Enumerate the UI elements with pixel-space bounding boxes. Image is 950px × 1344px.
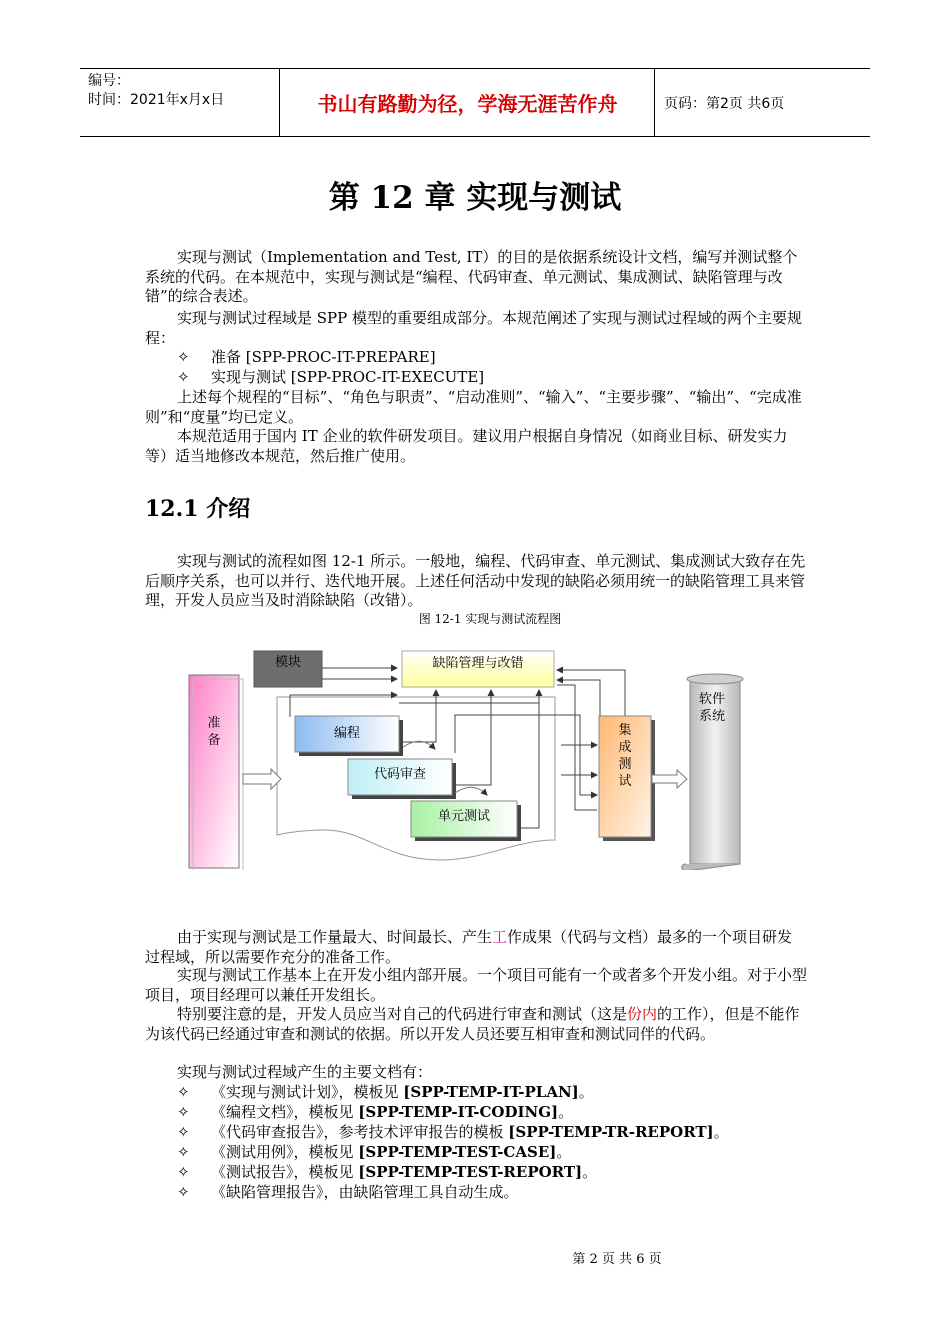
arrow-integration-software xyxy=(652,770,687,788)
arrow-review-unit xyxy=(455,787,487,795)
intro-paragraph-4: 本规范适用于国内 IT 企业的软件研发项目。建议用户根据自身情况（如商业目标、研发实力等）适当地修改本规范，然后推广使用。 xyxy=(145,427,788,465)
procedure-item: ✧ 实现与测试 [SPP-PROC-IT-EXECUTE] xyxy=(177,368,485,386)
integration-label-3: 测 xyxy=(618,757,632,772)
bullet-icon: ✧ xyxy=(177,1083,190,1101)
integration-label-2: 成 xyxy=(618,740,632,755)
bullet-icon: ✧ xyxy=(177,1123,190,1141)
chapter-title: 第 12 章 实现与测试 xyxy=(328,180,622,216)
integration-label-1: 集 xyxy=(618,723,632,738)
bullet-icon: ✧ xyxy=(177,1163,190,1181)
prepare-box xyxy=(189,675,239,868)
doc-list-item: ✧ 《缺陷管理报告》，由缺陷管理工具自动生成。 xyxy=(177,1183,519,1201)
page-header xyxy=(80,68,870,137)
section-paragraph-3: 实现与测试工作基本上在开发小组内部开展。一个项目可能有一个或者多个开发小组。对于小型项目，项目经理可以兼任开发组长。 xyxy=(145,966,808,1004)
doc-list-item: ✧ 《编程文档》，模板见 [SPP-TEMP-IT-CODING]。 xyxy=(177,1103,574,1121)
intro-paragraph-2: 实现与测试过程域是 SPP 模型的重要组成部分。本规范阐述了实现与测试过程域的两个主要规程： xyxy=(145,309,803,347)
code-review-label: 代码审查 xyxy=(373,767,427,782)
prepare-label-2: 备 xyxy=(207,733,221,748)
page-footer: 第 2 页 共 6 页 xyxy=(572,1252,662,1267)
highlight-text: 份内 xyxy=(627,1005,658,1023)
header-meta xyxy=(80,69,280,136)
section-paragraph-2: 由于实现与测试是工作量最大、时间最长、产生工作成果（代码与文档）最多的一个项目研发过程域，所以需要作充分的准备工作。 xyxy=(145,928,793,966)
bullet-icon: ✧ xyxy=(177,368,190,386)
header-motto: 书山有路勤为径，学海无涯苦作舟 xyxy=(281,69,655,136)
module-label: 模块 xyxy=(274,655,302,670)
section-heading: 12.1 介绍 xyxy=(145,496,251,522)
prepare-label-1: 准 xyxy=(207,716,221,731)
arrow-prepare xyxy=(243,769,281,789)
doc-list-item: ✧ 《代码审查报告》，参考技术评审报告的模板 [SPP-TEMP-TR-REPORT]。 xyxy=(177,1123,729,1141)
unit-test-label: 单元测试 xyxy=(437,809,491,824)
flow-diagram xyxy=(185,645,750,870)
software-label-1: 软件 xyxy=(698,692,726,707)
software-label-2: 系统 xyxy=(698,709,726,724)
figure-caption: 图 12-1 实现与测试流程图 xyxy=(418,612,562,626)
header-time: 时间：2021年x月x日 xyxy=(88,92,225,108)
bullet-icon: ✧ xyxy=(177,1103,190,1121)
coding-label: 编程 xyxy=(333,726,361,741)
header-number: 编号： xyxy=(88,73,130,89)
highlight-text: 工 xyxy=(492,928,508,946)
section-paragraph-5: 实现与测试过程域产生的主要文档有： xyxy=(177,1063,433,1081)
section-paragraph-1: 实现与测试的流程如图 12-1 所示。一般地，编程、代码审查、单元测试、集成测试大致存在先后顺序关系，也可以并行、迭代地开展。上述任何活动中发现的缺陷必须用统一的缺陷管理工具来管理，开发人员应当及时消除缺陷（改错）。 xyxy=(145,552,806,609)
header-page-number: 页码：第2页 共6页 xyxy=(664,95,785,112)
bullet-icon: ✧ xyxy=(177,1143,190,1161)
doc-list-item: ✧ 《测试报告》，模板见 [SPP-TEMP-TEST-REPORT]。 xyxy=(177,1163,598,1181)
intro-paragraph-1: 实现与测试（Implementation and Test, IT）的目的是依据系统设计文档，编写并测试整个系统的代码。在本规范中，实现与测试是“编程、代码审查、单元测试、集成测试、缺陷管理与改错”的综合表述。 xyxy=(145,248,798,305)
bullet-icon: ✧ xyxy=(177,1183,190,1201)
bullet-icon: ✧ xyxy=(177,348,190,366)
integration-label-4: 试 xyxy=(618,774,632,789)
section-paragraph-4: 特别要注意的是，开发人员应当对自己的代码进行审查和测试（这是份内的工作），但是不能作为该代码已经通过审查和测试的依据。所以开发人员还要互相审查和测试同伴的代码。 xyxy=(145,1005,800,1043)
procedure-item: ✧ 准备 [SPP-PROC-IT-PREPARE] xyxy=(177,348,436,366)
doc-list-item: ✧ 《实现与测试计划》，模板见 [SPP-TEMP-IT-PLAN]。 xyxy=(177,1083,594,1101)
doc-list-item: ✧ 《测试用例》，模板见 [SPP-TEMP-TEST-CASE]。 xyxy=(177,1143,572,1161)
defect-management-label: 缺陷管理与改错 xyxy=(432,656,524,671)
intro-paragraph-3: 上述每个规程的“目标”、“角色与职责”、“启动准则”、“输入”、“主要步骤”、“输出”、“完成准则”和“度量”均已定义。 xyxy=(145,388,802,426)
